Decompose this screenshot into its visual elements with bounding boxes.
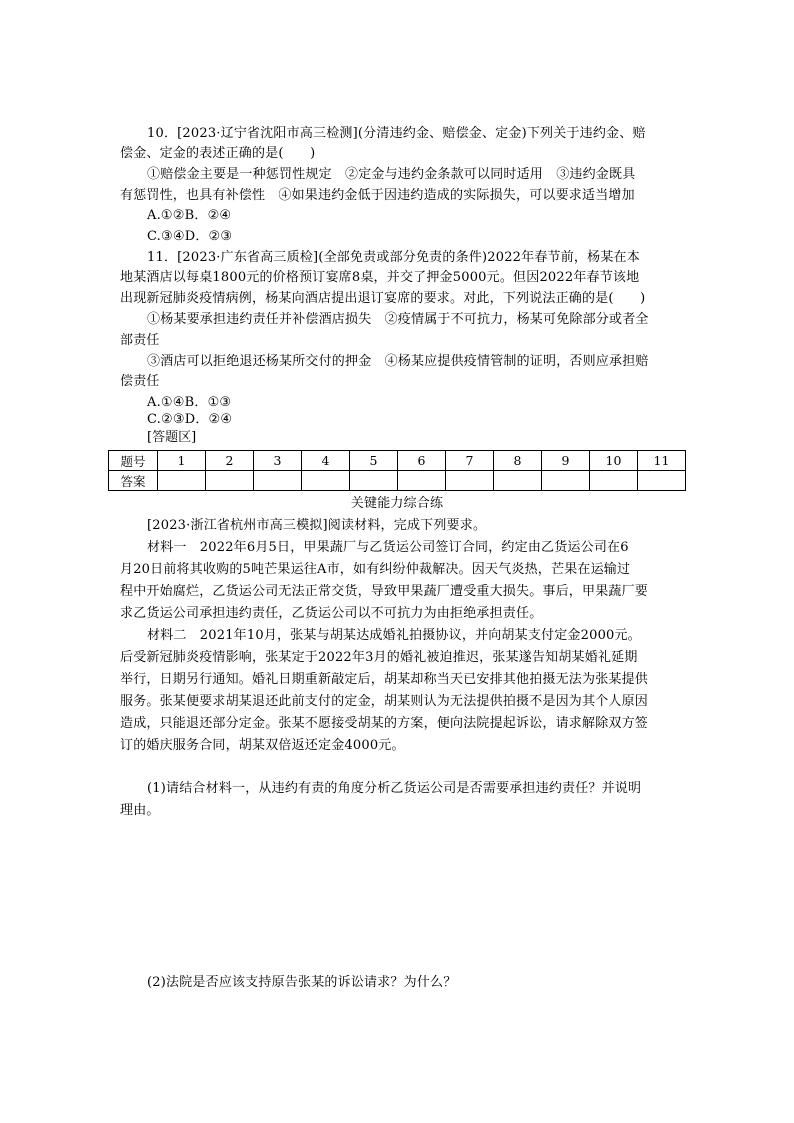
section-title: 关键能力综合练 [350, 496, 444, 511]
answer-cell[interactable] [446, 471, 494, 491]
question2: (2)法院是否应该支持原告张某的诉讼请求？为什么？ [147, 975, 457, 990]
material2-line5: 造成，只能退还部分定金。张某不愿接受胡某的方案，便向法院提起诉讼，请求解除双方签 [120, 716, 649, 731]
question1-line2: 理由。 [120, 803, 160, 818]
answer-cell[interactable] [350, 471, 398, 491]
material2-line1: 材料二 2021年10月，张某与胡某达成婚礼拍摄协议，并向胡某支付定金2000元。 [147, 628, 641, 643]
q10-stem-line2: 偿金、定金的表述正确的是( ) [120, 146, 316, 161]
material2-line2: 后受新冠肺炎疫情影响，张某定于2022年3月的婚礼被迫推迟，张某遂告知胡某婚礼延期 [120, 650, 638, 665]
answer-grid-number: 10 [590, 451, 638, 471]
answer-cell[interactable] [542, 471, 590, 491]
q10-option-line2: 有惩罚性，也具有补偿性 ④如果违约金低于因违约造成的实际损失，可以要求适当增加 [120, 188, 635, 203]
answer-grid-answer-row [109, 471, 686, 491]
answer-grid-number: 8 [494, 451, 542, 471]
answer-grid-number-header: 题号 [109, 451, 158, 471]
answer-area-label: [答题区] [147, 430, 197, 445]
material2-line4: 服务。张某便要求胡某退还此前支付的定金，胡某则认为无法提供拍摄不是因为其个人原因 [120, 694, 649, 709]
material1-line4: 求乙货运公司承担违约责任，乙货运公司以不可抗力为由拒绝承担责任。 [120, 606, 543, 621]
q11-stem-line1: 11．[2023·广东省高三质检](全部免责或部分免责的条件)2022年春节前，杨某在本 [147, 250, 640, 265]
answer-cell[interactable] [638, 471, 686, 491]
answer-grid-number: 7 [446, 451, 494, 471]
answer-cell[interactable] [398, 471, 446, 491]
q11-choices-ab: A.①④B．①③ [147, 395, 232, 410]
answer-grid-number: 2 [206, 451, 254, 471]
q11-option-line4: 偿责任 [120, 374, 160, 389]
answer-cell[interactable] [158, 471, 206, 491]
answer-grid-number: 9 [542, 451, 590, 471]
answer-grid-number: 11 [638, 451, 686, 471]
answer-grid-number: 6 [398, 451, 446, 471]
materials-intro: [2023·浙江省杭州市高三模拟]阅读材料，完成下列要求。 [147, 518, 487, 533]
q11-option-line1: ①杨某要承担违约责任并补偿酒店损失 ②疫情属于不可抗力，杨某可免除部分或者全 [147, 312, 649, 327]
answer-cell[interactable] [206, 471, 254, 491]
answer-grid-number: 3 [254, 451, 302, 471]
q10-stem-line1: 10．[2023·辽宁省沈阳市高三检测](分清违约金、赔偿金、定金)下列关于违约金、赔 [147, 126, 646, 141]
material2-line3: 举行，日期另行通知。婚礼日期重新敲定后，胡某却称当天已安排其他拍摄无法为张某提供 [120, 672, 649, 687]
material1-line3: 程中开始腐烂，乙货运公司无法正常交货，导致甲果蔬厂遭受重大损失。事后，甲果蔬厂要 [120, 584, 649, 599]
answer-grid-number-row [109, 451, 686, 471]
q11-stem-line2: 地某酒店以每桌1800元的价格预订宴席8桌，并交了押金5000元。但因2022年春节该地 [120, 270, 640, 285]
q10-choices-cd: C.③④D．②③ [147, 229, 233, 244]
q10-option-line1: ①赔偿金主要是一种惩罚性规定 ②定金与违约金条款可以同时适用 ③违约金既具 [147, 167, 636, 182]
answer-cell[interactable] [590, 471, 638, 491]
answer-grid-number: 5 [350, 451, 398, 471]
answer-grid-answer-header: 答案 [109, 471, 158, 491]
answer-grid-number: 1 [158, 451, 206, 471]
q11-stem-line3: 出现新冠肺炎疫情病例，杨某向酒店提出退订宴席的要求。对此，下列说法正确的是( ) [120, 291, 646, 306]
q11-option-line3: ③酒店可以拒绝退还杨某所交付的押金 ④杨某应提供疫情管制的证明，否则应承担赔 [147, 354, 649, 369]
answer-grid [108, 450, 686, 491]
q10-choices-ab: A.①②B．②④ [147, 208, 232, 223]
material1-line1: 材料一 2022年6月5日，甲果蔬厂与乙货运公司签订合同，约定由乙货运公司在6 [147, 540, 629, 555]
answer-grid-number: 4 [302, 451, 350, 471]
answer-cell[interactable] [254, 471, 302, 491]
q11-option-line2: 部责任 [120, 333, 160, 348]
material1-line2: 月20日前将其收购的5吨芒果运往A市，如有纠纷仲裁解决。因天气炎热，芒果在运输过 [120, 562, 631, 577]
question1-line1: (1)请结合材料一，从违约有责的角度分析乙货运公司是否需要承担违约责任？并说明 [147, 781, 642, 796]
q11-choices-cd: C.②③D．②④ [147, 412, 233, 427]
material2-line6: 订的婚庆服务合同，胡某双倍返还定金4000元。 [120, 738, 405, 753]
answer-cell[interactable] [494, 471, 542, 491]
answer-cell[interactable] [302, 471, 350, 491]
